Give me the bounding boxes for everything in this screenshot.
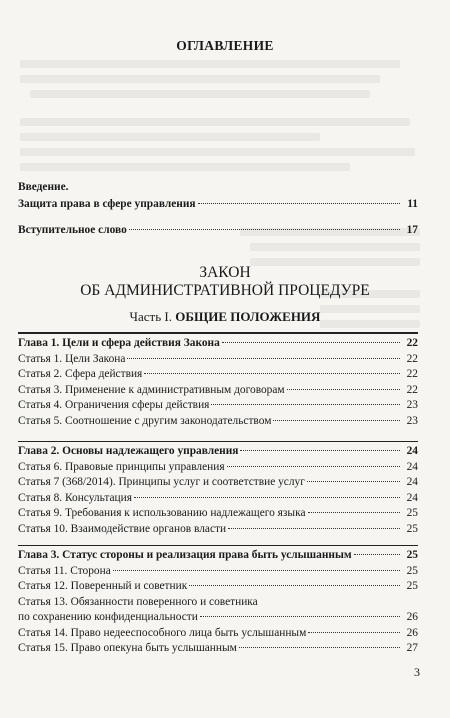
toc-entry[interactable] [18,223,418,239]
toc-entry-label: по сохранению конфиденциальности [18,611,198,623]
toc-entry-page: 24 [406,460,418,473]
leader-dots [273,420,400,421]
leader-dots [144,373,400,374]
toc-entry-page: 11 [407,197,418,210]
toc-entry-page: 22 [406,352,418,365]
toc-entry-label: Вступительное слово [18,224,127,236]
leader-dots [211,404,400,405]
toc-entry[interactable] [18,506,418,522]
toc-entry-page: 26 [406,611,418,623]
toc-entry-label: Статья 12. Поверенный и советник [18,580,188,592]
part-heading [0,309,450,325]
toc-entry-page: 25 [406,522,418,535]
toc-entry[interactable] [18,460,418,476]
chapter-title: Глава 2. Основы надлежащего управления [18,445,239,457]
leader-dots [222,342,400,343]
toc-entry-page: 22 [406,383,418,396]
page-number: 3 [414,665,420,679]
toc-entry-label: Статья 15. Право опекуна быть услышанным [18,642,237,654]
toc-entry[interactable] [18,564,418,580]
chapter-entry[interactable] [18,336,418,352]
law-title-line2: ОБ АДМИНИСТРАТИВНОЙ ПРОЦЕДУРЕ [80,282,370,299]
part-title: ОБЩИЕ ПОЛОЖЕНИЯ [175,309,321,324]
toc-entry[interactable] [18,352,418,368]
toc-entry-page: 27 [406,642,418,654]
toc-entry-label: Статья 11. Сторона [18,564,111,577]
chapter-entry[interactable] [18,548,418,564]
toc-entry-label: Статья 13. Обязанности поверенного и советника [18,595,258,608]
leader-dots [308,512,401,513]
toc-entry-page: 25 [406,564,418,577]
toc-entry[interactable] [18,475,418,491]
toc-entry[interactable] [18,367,418,383]
chapter-page: 22 [406,337,418,349]
law-title-line1: ЗАКОН [199,264,251,281]
toc-entry-page: 25 [406,580,418,592]
toc-entry[interactable] [18,522,418,538]
toc-heading: ОГЛАВЛЕНИЕ [176,38,274,53]
toc-entry-page: 25 [406,507,418,519]
leader-dots [227,466,400,467]
toc-entry-label: Статья 10. Взаимодействие органов власти [18,522,227,535]
toc-entry-label: Статья 8. Консультация [18,491,132,504]
leader-dots [228,528,400,529]
leader-dots [287,389,400,390]
chapter-divider [18,545,418,546]
chapter-page: 24 [406,445,418,457]
intro-section [18,180,418,239]
leader-dots [308,632,400,633]
toc-entry-label: Статья 4. Ограничения сферы действия [18,399,210,411]
chapter-title: Глава 1. Цели и сфера действия Закона [18,337,220,349]
toc-entry-page: 23 [406,414,418,427]
toc-entry-page: 23 [406,399,418,411]
toc-entry-page: 17 [406,224,418,236]
leader-dots [134,497,400,498]
leader-dots [200,616,400,617]
toc-entry[interactable] [18,383,418,399]
toc-entry[interactable] [18,398,418,414]
toc-entry[interactable] [18,491,418,507]
toc-entry-label: Статья 1. Цели Закона [18,352,126,365]
leader-dots [113,570,400,571]
chapter-2 [18,444,418,537]
chapter-1 [18,336,418,429]
toc-entry[interactable] [18,579,418,595]
chapter-title: Глава 3. Статус стороны и реализация права быть услышанным [18,549,352,561]
toc-entry-label: Статья 2. Сфера действия [18,368,143,380]
toc-entry[interactable] [18,595,418,611]
toc-entry[interactable] [18,626,418,642]
leader-dots [129,229,400,230]
chapter-divider [18,332,418,334]
toc-entry-page: 24 [406,491,418,504]
leader-dots [240,450,400,451]
toc-entry-page: 24 [406,476,418,488]
toc-entry-label: Защита права в сфере управления [18,197,196,210]
leader-dots [307,481,400,482]
toc-entry-page: 22 [406,368,418,380]
toc-entry-label: Статья 7 (368/2014). Принципы услуг и соответствие услуг [18,476,305,488]
intro-title-text: Введение. [18,181,69,193]
leader-dots [198,203,400,204]
toc-entry[interactable] [18,610,418,626]
toc-entry[interactable] [18,197,418,213]
toc-entry-label: Статья 9. Требования к использованию надлежащего языка [18,507,306,519]
intro-title [18,180,418,196]
leader-dots [239,647,400,648]
toc-entry-label: Статья 14. Право недееспособного лица быть услышанным [18,626,307,639]
leader-dots [127,358,400,359]
toc-entry-label: Статья 3. Применение к административным договорам [18,383,285,396]
toc-entry-label: Статья 6. Правовые принципы управления [18,460,225,473]
toc-entry-page: 26 [406,626,418,639]
leader-dots [189,585,400,586]
toc-entry[interactable] [18,641,418,657]
chapter-divider [18,441,418,442]
toc-entry[interactable] [18,414,418,430]
toc-entry-label: Статья 5. Соотношение с другим законодательством [18,414,272,427]
chapter-page: 25 [406,549,418,561]
leader-dots [354,554,400,555]
chapter-entry[interactable] [18,444,418,460]
chapter-3 [18,548,418,657]
part-prefix: Часть I. [129,309,172,324]
